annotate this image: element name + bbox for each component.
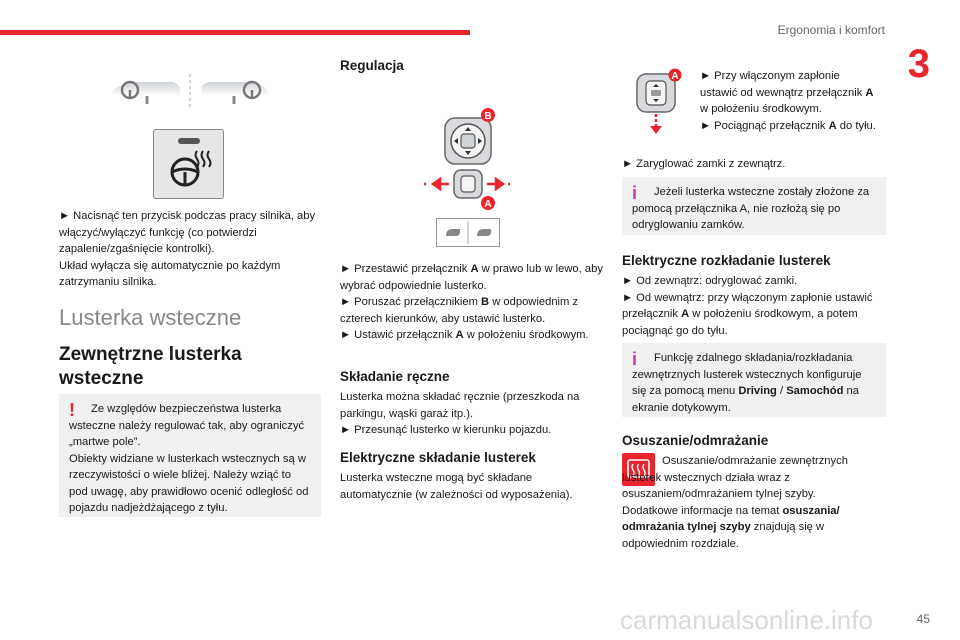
adjust-step-1: ► Przestawić przełącznik A w prawo lub w lewo, aby wybrać odpowiednie lusterko.	[340, 263, 603, 292]
label-a-switch: A	[671, 71, 679, 82]
label-a: A	[484, 199, 492, 210]
heading-external-mirrors: Zewnętrzne lusterka wsteczne	[59, 344, 242, 389]
defrost-text: Osuszanie/odmrażanie zewnętrznych lusterek wstecznych działa wraz z osuszaniem/odmrażaniem tylnej szyby.	[622, 455, 848, 500]
info-icon: i	[632, 183, 638, 203]
label-b: B	[484, 111, 492, 122]
electric-folding-text: Lusterka wsteczne mogą być składane automatycznie (w zależności od wyposażenia).	[340, 472, 573, 501]
fold-step-2: ► Pociągnąć przełącznik A do tyłu.	[700, 119, 876, 132]
heated-steering-wheel-button	[153, 129, 224, 199]
manual-folding-text: Lusterka można składać ręcznie (przeszkoda na parkingu, wąski garaż itp.).	[340, 391, 580, 420]
heading-manual-folding: Składanie ręczne	[340, 369, 450, 384]
info-note-1-text: Jeżeli lusterka wsteczne zostały złożone za pomocą przełącznika A, nie rozłożą się po odryglowaniu zamków.	[632, 186, 870, 231]
unfold-step-1: ► Od zewnątrz: odryglować zamki.	[622, 275, 798, 287]
heading-electric-unfolding: Elektryczne rozkładanie lusterek	[622, 253, 831, 268]
header-accent-bar	[0, 30, 470, 35]
unfold-step-2: ► Od wewnątrz: przy włączonym zapłonie ustawić przełącznik A w położeniu środkowym, a potem pociągnąć go do tyłu.	[622, 291, 873, 337]
mirror-selector-icons	[436, 218, 500, 247]
heater-auto-off: Układ wyłącza się automatycznie po każdym zatrzymaniu silnika.	[59, 259, 281, 288]
info-icon-2: i	[632, 349, 638, 369]
info-note-2	[622, 343, 886, 417]
watermark: carmanualsonline.info	[620, 605, 873, 635]
info-note-1	[622, 177, 886, 235]
adjust-step-2: ► Poruszać przełącznikiem B w odpowiednim z czterech kierunków, aby ustawić lusterko.	[340, 296, 579, 325]
adjust-step-3: ► Ustawić przełącznik A w położeniu środkowym.	[340, 329, 589, 341]
heater-instruction: ► Nacisnąć ten przycisk podczas pracy silnika, aby włączyć/wyłączyć funkcję (co potwierdzi zapalenie/zgaśnięcie kontrolki).	[59, 210, 316, 255]
manual-folding-step: ► Przesunąć lusterko w kierunku pojazdu.	[340, 424, 552, 436]
heading-adjustment: Regulacja	[340, 58, 404, 73]
mirror-icon	[437, 219, 499, 246]
warning-text: Ze względów bezpieczeństwa lusterka wsteczne należy regulować tak, aby ograniczyć „martwe pole”.	[69, 403, 305, 448]
fold-step-3: ► Zaryglować zamki z zewnątrz.	[622, 158, 786, 170]
fold-step-1: ► Przy włączonym zapłonie ustawić od wewnątrz przełącznik A w położeniu środkowym.	[700, 70, 874, 115]
heading-defrost: Osuszanie/odmrażanie	[622, 433, 769, 448]
warning-icon: !	[69, 400, 75, 420]
steering-wheel-illustration	[110, 72, 270, 112]
heated-steering-wheel-icon	[153, 129, 224, 199]
fold-switch-diagram	[635, 68, 685, 136]
mirror-control-diagram	[420, 104, 520, 216]
defrost-more: Dodatkowe informacje na temat osuszania/ odmrażania tylnej szyby znajdują się w odpowiednim rozdziale.	[622, 504, 840, 550]
running-header: Ergonomia i komfort	[777, 23, 885, 37]
warning-note	[59, 394, 321, 517]
page-number: 45	[916, 612, 930, 626]
warning-text-2: Obiekty widziane w lusterkach wstecznych są w rzeczywistości o wiele bliżej. Należy wziąć to pod uwagę, aby prawidłowo ocenić odległość od pojazdu nadjeżdżającego z tyłu.	[69, 452, 309, 514]
section-title: Lusterka wsteczne	[59, 305, 242, 330]
info-note-2-text: Funkcję zdalnego składania/rozkładania zewnętrznych lusterek wstecznych konfiguruje się za pomocą menu Driving / Samochód na ekranie dotykowym.	[632, 352, 862, 414]
heading-electric-folding: Elektryczne składanie lusterek	[340, 450, 536, 465]
chapter-number: 3	[907, 42, 930, 86]
